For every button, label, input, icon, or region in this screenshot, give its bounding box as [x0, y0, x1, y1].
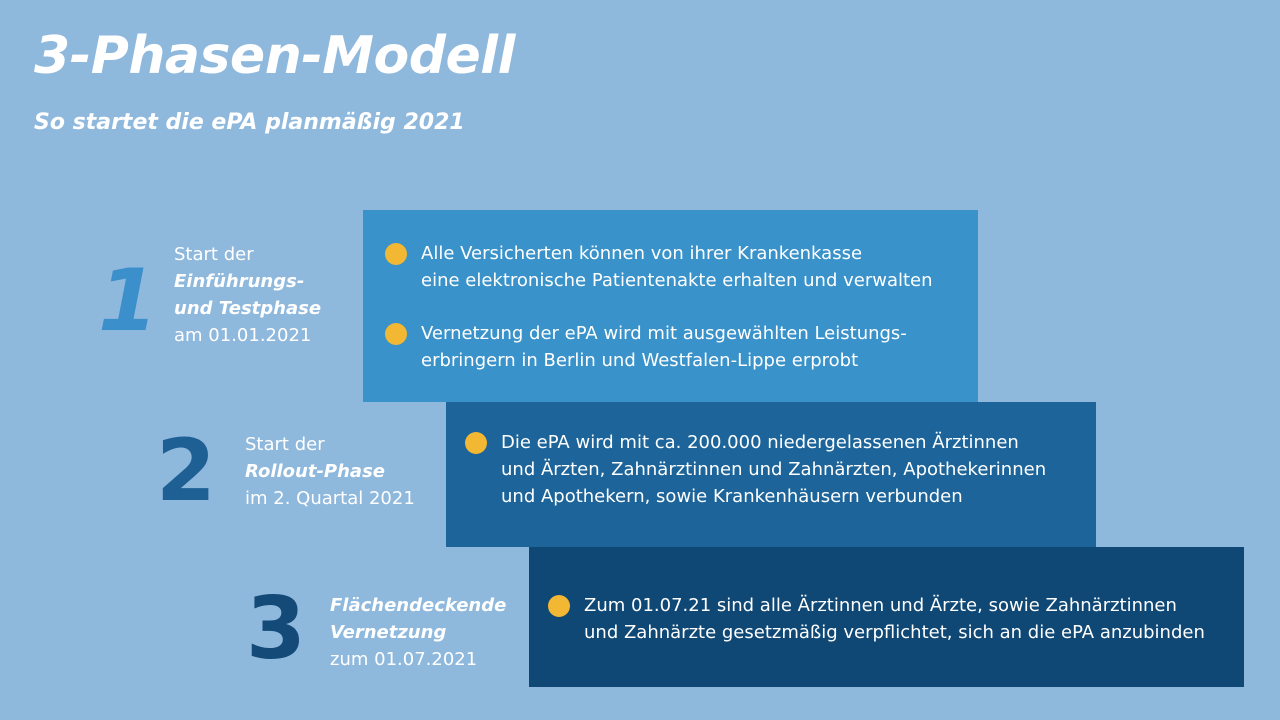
phase-3-label-name: Flächendeckende Vernetzung [330, 595, 507, 643]
phase-2-label-pre: Start der [245, 434, 325, 455]
phase-3-number: 3 [246, 579, 306, 679]
phase-2-label-name: Rollout-Phase [245, 461, 386, 482]
bullet-dot-icon [465, 432, 487, 454]
phase-2-number: 2 [156, 421, 216, 521]
phase-1-bullet-1-text: Alle Versicherten können von ihrer Krankenkasse eine elektronische Patientenakte erhalten und verwalten [421, 243, 933, 291]
phase-1-label-pre: Start der [174, 244, 254, 265]
bullet-dot-icon [385, 243, 407, 265]
phase-1-label-name: Einführungs- und Testphase [174, 271, 322, 319]
phase-1-bullet-2 [385, 320, 907, 374]
phase-2-label-date: im 2. Quartal 2021 [245, 488, 415, 509]
phase-3-label-date: zum 01.07.2021 [330, 649, 478, 670]
phase-1-label [174, 241, 321, 349]
phase-3-label [330, 592, 506, 673]
phase-1-number: 1 [98, 251, 158, 351]
bullet-dot-icon [548, 595, 570, 617]
phase-1-bullet-1 [385, 240, 933, 294]
phase-3-bullet-1-text: Zum 01.07.21 sind alle Ärztinnen und Ärzte, sowie Zahnärztinnen und Zahnärzte gesetzmäßig verpflichtet, sich an die ePA anzubinden [584, 595, 1205, 643]
phase-1-bullet-2-text: Vernetzung der ePA wird mit ausgewählten Leistungs- erbringern in Berlin und Westfalen-Lippe erprobt [421, 323, 907, 371]
phase-2-bullet-1 [465, 429, 1046, 510]
phase-2-bullet-1-text: Die ePA wird mit ca. 200.000 niedergelassenen Ärztinnen und Ärzten, Zahnärztinnen und Zahnärzten, Apothekerinnen und Apothekern, sowie Krankenhäusern verbunden [501, 432, 1047, 507]
phase-3-bullet-1 [548, 592, 1205, 646]
bullet-dot-icon [385, 323, 407, 345]
phase-1-label-date: am 01.01.2021 [174, 325, 312, 346]
page-subtitle: So startet die ePA planmäßig 2021 [34, 110, 465, 135]
page-title: 3-Phasen-Modell [34, 26, 515, 86]
phase-2-label [245, 431, 415, 512]
